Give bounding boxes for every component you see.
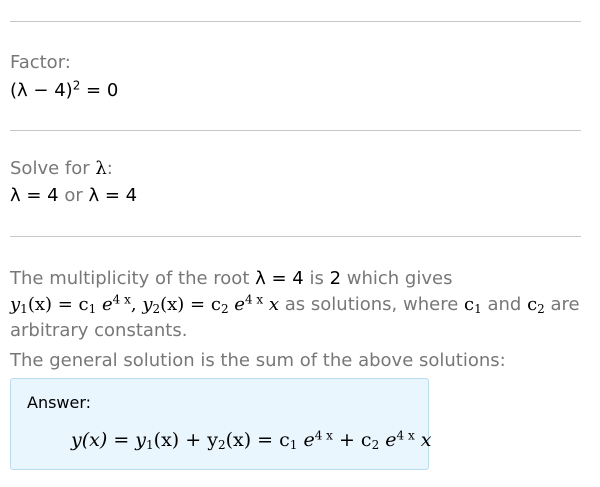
multiplicity-paragraph: The multiplicity of the root λ = 4 is 2 which gives $y_1(x) = c_1$ $e^{4 x}$, $y_2(x) = c_2$ $e^{4 x}$ x as solutions, where $c_1$ and $c_2$ are arbitrary constants.	[10, 268, 580, 341]
general-solution-text: The general solution is the sum of the above solutions:	[10, 350, 506, 371]
divider-top	[10, 21, 581, 22]
answer-label: Answer:	[27, 393, 92, 412]
answer-box	[10, 378, 432, 470]
factor-label: Factor:	[10, 52, 71, 73]
solve-label: Solve for λ:	[10, 158, 113, 179]
divider-2	[10, 236, 581, 237]
divider-1	[10, 130, 581, 131]
solutions-math: $y_1(x) = c_1$ $e^{4 x}$, $y_2(x) = c_2$ $e^{4 x}$ x	[10, 292, 280, 316]
solve-equation: λ = 4 or λ = 4	[10, 185, 138, 206]
factor-equation: $(\lambda - 4)^2 = 0$	[10, 78, 119, 101]
answer-equation: $y(x) = y_1(x) + y_2(x) = c_1$ $e^{4 x} + c_2$ $e^{4 x}$ x	[71, 428, 432, 452]
